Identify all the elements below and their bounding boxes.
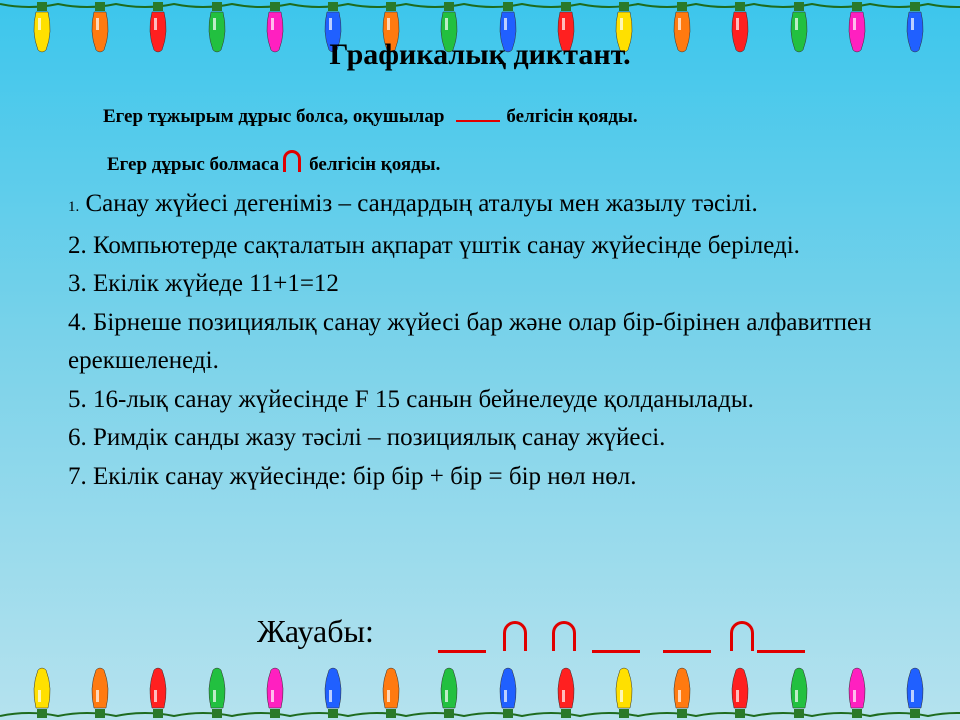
- statement-number: 1.: [68, 199, 80, 215]
- light-bulb-icon: [438, 666, 460, 718]
- statement-3: 3. Екілік жүйеде 11+1=12: [68, 270, 339, 297]
- statement-6: 6. Римдік санды жазу тәсілі – позициялық санау жүйесі.: [68, 424, 666, 451]
- answer-incorrect-mark-icon: [503, 621, 527, 651]
- rule-incorrect-suffix: белгісін қояды.: [309, 154, 441, 175]
- answer-correct-mark-icon: [592, 650, 640, 653]
- correct-mark-icon: [456, 100, 500, 122]
- light-bulb-icon: [206, 666, 228, 718]
- light-bulb-icon: [904, 666, 926, 718]
- light-bulb-icon: [497, 666, 519, 718]
- answer-incorrect-mark-icon: [730, 621, 754, 651]
- light-bulb-icon: [322, 666, 344, 718]
- statement-4: 4. Бірнеше позициялық санау жүйесі бар және олар бір-бірінен алфавитпен ерекшеленеді.: [68, 308, 872, 374]
- answer-incorrect-mark-icon: [552, 621, 576, 651]
- statement-5: 5. 16-лық санау жүйесінде F 15 санын бейнелеуде қолданылады.: [68, 385, 754, 413]
- statement-1: [68, 185, 918, 227]
- rule-incorrect-text: Егер дұрыс болмаса: [107, 154, 280, 175]
- light-bulb-icon: [380, 666, 402, 718]
- answer-correct-mark-icon: [663, 650, 711, 653]
- answer-label: Жауабы:: [257, 613, 374, 649]
- answer-correct-mark-icon: [438, 650, 486, 653]
- light-wire: [0, 660, 960, 720]
- statement-text: Санау жүйесі дегеніміз – сандардың аталуы мен жазылу тәсілі.: [79, 190, 758, 217]
- statements-list: [68, 185, 918, 496]
- light-bulb-icon: [613, 666, 635, 718]
- light-bulb-icon: [89, 666, 111, 718]
- light-bulb-icon: [788, 666, 810, 718]
- light-bulb-icon: [729, 666, 751, 718]
- light-bulb-icon: [264, 666, 286, 718]
- light-bulb-icon: [671, 666, 693, 718]
- statement-7: 7. Екілік санау жүйесінде: бір бір + бір = бір нөл нөл.: [68, 462, 637, 490]
- statement-2: 2. Компьютерде сақталатын ақпарат үштік санау жүйесінде беріледі.: [68, 231, 800, 259]
- rule-correct: [103, 100, 638, 128]
- rule-correct-suffix: белгісін қояды.: [506, 106, 638, 127]
- light-bulb-icon: [147, 666, 169, 718]
- rule-incorrect: [107, 150, 440, 176]
- answer-correct-mark-icon: [757, 650, 805, 653]
- incorrect-mark-icon: [283, 150, 301, 172]
- light-bulb-icon: [555, 666, 577, 718]
- rule-correct-text: Егер тұжырым дұрыс болса, оқушылар: [103, 106, 445, 127]
- light-bulb-icon: [846, 666, 868, 718]
- christmas-lights-bottom: [0, 660, 960, 720]
- answer-row: [0, 605, 960, 665]
- light-bulb-icon: [31, 666, 53, 718]
- page-title: Графикалық диктант.: [329, 38, 631, 71]
